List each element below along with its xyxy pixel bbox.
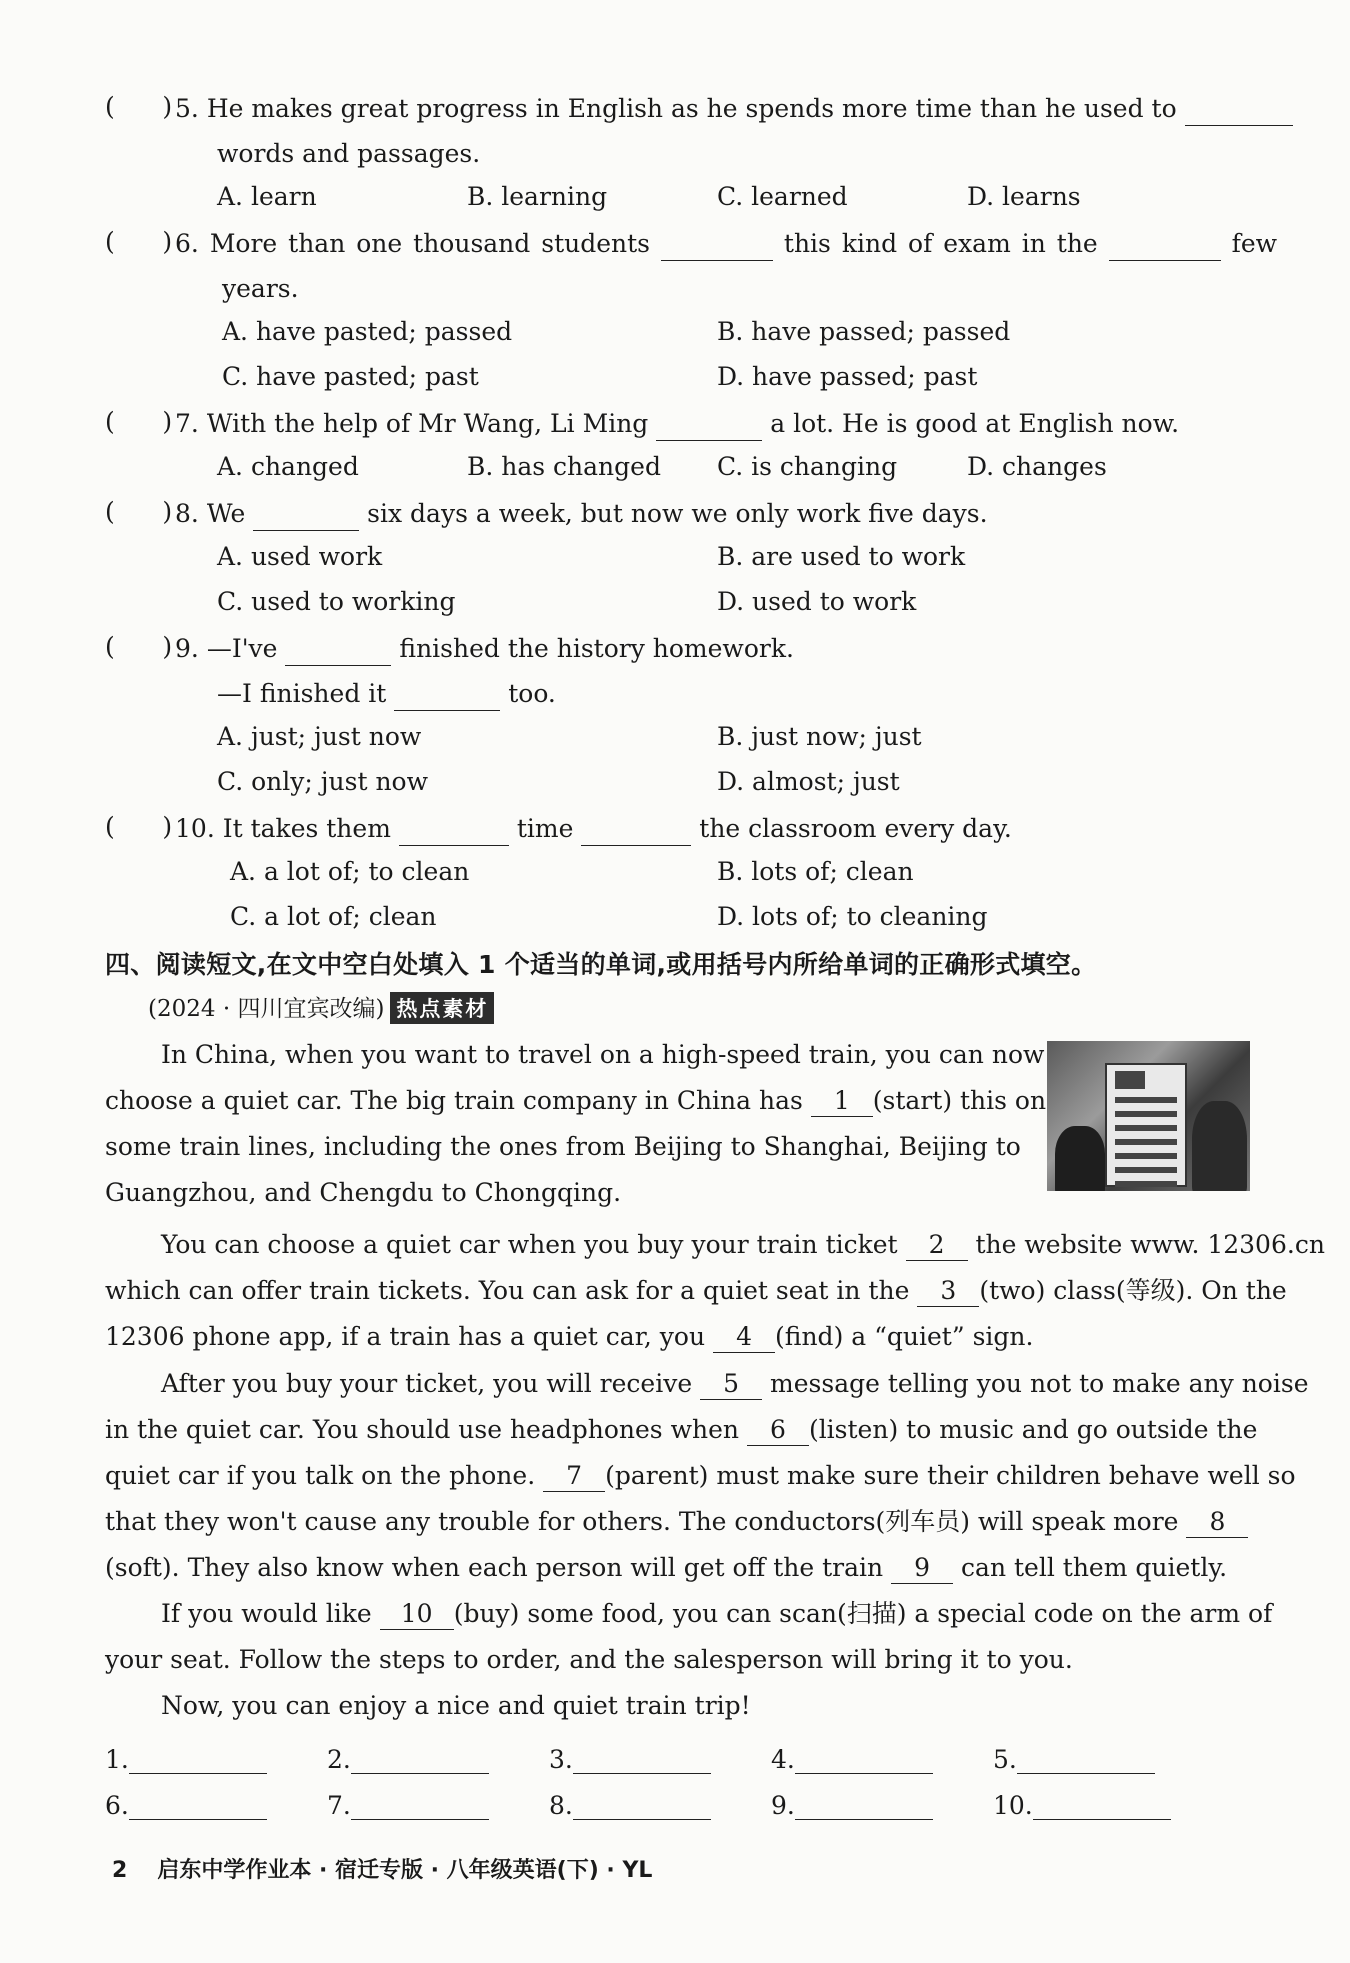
answer-line[interactable] [795, 1791, 933, 1820]
passage-line: In China, when you want to travel on a high-speed train, you can now [161, 1040, 1045, 1069]
answer-blank[interactable] [399, 819, 509, 846]
fill-blank-3[interactable]: 3 [917, 1276, 979, 1307]
passage-line: some train lines, including the ones from Beijing to Shanghai, Beijing to [105, 1132, 1021, 1161]
question-text: the classroom every day. [699, 814, 1012, 843]
passage-text: the website www. 12306.cn [975, 1230, 1325, 1259]
passage-line [105, 1268, 1287, 1314]
passage-text: can tell them quietly. [961, 1553, 1228, 1582]
question-number: 7 [175, 409, 191, 438]
passage-text: in the quiet car. You should use headphones when [105, 1415, 739, 1444]
question-number: 5 [175, 94, 191, 123]
option-b: B. lots of; clean [717, 857, 914, 886]
answer-row-1 [105, 1745, 1193, 1774]
fill-blank-4[interactable]: 4 [713, 1322, 775, 1353]
option-a: A. used work [217, 542, 383, 571]
question-text-cont: words and passages. [217, 139, 481, 168]
answer-blank[interactable] [1109, 234, 1221, 261]
answer-blank[interactable] [656, 414, 762, 441]
option-a: A. just; just now [217, 722, 422, 751]
option-d: D. lots of; to cleaning [717, 902, 988, 931]
answer-bracket[interactable]: ( ) [105, 92, 173, 121]
answer-blank[interactable] [581, 819, 691, 846]
source-line [148, 990, 494, 1024]
answer-label: 3. [549, 1745, 573, 1774]
question-9-reply [217, 677, 556, 711]
answer-line[interactable] [573, 1745, 711, 1774]
question-text: six days a week, but now we only work five days. [367, 499, 988, 528]
passage-text: After you buy your ticket, you will receive [161, 1369, 693, 1398]
option-b: B. just now; just [717, 722, 922, 751]
answer-label: 10. [993, 1791, 1033, 1820]
question-text: —I finished it [217, 679, 387, 708]
answer-blank[interactable] [253, 504, 359, 531]
passage-text: choose a quiet car. The big train company in China has [105, 1086, 803, 1115]
question-text: time [516, 814, 574, 843]
question-7: 7. With the help of Mr Wang, Li Ming a lot. He is good at English now. [175, 407, 1179, 441]
answer-line[interactable] [1033, 1791, 1171, 1820]
passage-text: (start) this on [872, 1086, 1047, 1115]
answer-label: 8. [549, 1791, 573, 1820]
question-text: It takes them [222, 814, 391, 843]
answer-label: 7. [327, 1791, 351, 1820]
quiet-car-photo [1047, 1041, 1250, 1191]
option-d: D. changes [967, 452, 1107, 481]
question-number: 10 [175, 814, 207, 843]
passage-paragraph-5: Now, you can enjoy a nice and quiet train trip! [161, 1691, 751, 1720]
question-number: 8 [175, 499, 191, 528]
question-text: few [1231, 229, 1278, 258]
answer-slot [993, 1791, 1193, 1820]
passage-text: quiet car if you talk on the phone. [105, 1461, 536, 1490]
question-text: More than one thousand students [209, 229, 650, 258]
option-a: A. have pasted; passed [222, 317, 513, 346]
answer-slot [327, 1745, 549, 1774]
answer-bracket[interactable]: ( ) [105, 632, 173, 661]
passage-text: (parent) must make sure their children behave well so [605, 1461, 1296, 1490]
option-c: C. a lot of; clean [230, 902, 437, 931]
fill-blank-9[interactable]: 9 [891, 1553, 953, 1584]
answer-slot [327, 1791, 549, 1820]
answer-line[interactable] [351, 1791, 489, 1820]
question-text: this kind of exam in the [783, 229, 1098, 258]
source-text: (2024 · 四川宜宾改编) [148, 996, 385, 1022]
answer-label: 6. [105, 1791, 129, 1820]
passage-text: (listen) to music and go outside the [808, 1415, 1258, 1444]
passage-text: (buy) some food, you can scan(扫描) a special code on the arm of [453, 1599, 1273, 1628]
option-d: D. have passed; past [717, 362, 978, 391]
option-c: C. learned [717, 182, 848, 211]
answer-bracket[interactable]: ( ) [105, 497, 173, 526]
fill-blank-7[interactable]: 7 [543, 1461, 605, 1492]
passage-line: your seat. Follow the steps to order, and the salesperson will bring it to you. [105, 1645, 1073, 1674]
fill-blank-8[interactable]: 8 [1186, 1507, 1248, 1538]
passage-line [105, 1314, 1255, 1360]
section-title: 四、阅读短文,在文中空白处填入 1 个适当的单词,或用括号内所给单词的正确形式填空。 [105, 950, 1097, 979]
question-text: finished the history homework. [399, 634, 794, 663]
answer-line[interactable] [351, 1745, 489, 1774]
option-c: C. have pasted; past [222, 362, 479, 391]
answer-label: 2. [327, 1745, 351, 1774]
answer-line[interactable] [1017, 1745, 1155, 1774]
answer-blank[interactable] [394, 684, 500, 711]
quiet-car-sign-image [1105, 1063, 1187, 1187]
question-5: 5. He makes great progress in English as he spends more time than he used to [175, 92, 1293, 126]
hot-topic-badge: 热点素材 [390, 992, 494, 1024]
book-title: 启东中学作业本 · 宿迁专版 · 八年级英语(下) · YL [157, 1858, 653, 1883]
passage-line [105, 1222, 1325, 1268]
question-number: 6 [175, 229, 191, 258]
passage-text: (soft). They also know when each person will get off the train [105, 1553, 884, 1582]
fill-blank-6[interactable]: 6 [747, 1415, 809, 1446]
passage-line [105, 1453, 1296, 1499]
passage-paragraph-4 [105, 1591, 1273, 1683]
passage-line [105, 1545, 1255, 1591]
option-a: A. learn [217, 182, 317, 211]
question-text-cont: years. [222, 274, 299, 303]
option-b: B. have passed; passed [717, 317, 1011, 346]
answer-bracket[interactable]: ( ) [105, 407, 173, 436]
question-number: 9 [175, 634, 191, 663]
option-c: C. used to working [217, 587, 456, 616]
option-a: A. a lot of; to clean [230, 857, 470, 886]
passage-paragraph-2 [105, 1222, 1325, 1360]
option-a: A. changed [217, 452, 359, 481]
question-text: He makes great progress in English as he spends more time than he used to [206, 94, 1177, 123]
answer-slot [771, 1745, 993, 1774]
option-c: C. is changing [717, 452, 898, 481]
question-text: With the help of Mr Wang, Li Ming [206, 409, 649, 438]
passage-text: If you would like [161, 1599, 372, 1628]
fill-blank-10[interactable]: 10 [380, 1599, 454, 1630]
fill-blank-2[interactable]: 2 [906, 1230, 968, 1261]
passage-line [105, 1407, 1258, 1453]
passage-line [105, 1361, 1309, 1407]
option-d: D. learns [967, 182, 1081, 211]
answer-label: 9. [771, 1791, 795, 1820]
answer-label: 5. [993, 1745, 1017, 1774]
passage-paragraph-1 [105, 1032, 1047, 1216]
answer-bracket[interactable]: ( ) [105, 812, 173, 841]
question-9: 9. —I've finished the history homework. [175, 632, 794, 666]
option-b: B. are used to work [717, 542, 966, 571]
answer-slot [771, 1791, 993, 1820]
answer-label: 1. [105, 1745, 129, 1774]
fill-blank-1[interactable]: 1 [811, 1086, 873, 1117]
answer-blank[interactable] [285, 639, 391, 666]
passage-paragraph-3 [105, 1361, 1309, 1591]
answer-line[interactable] [129, 1745, 267, 1774]
passage-text: which can offer train tickets. You can ask for a quiet seat in the [105, 1276, 910, 1305]
answer-slot [105, 1745, 327, 1774]
page-footer [112, 1853, 652, 1884]
passage-line [105, 1078, 1047, 1124]
passage-line: Guangzhou, and Chengdu to Chongqing. [105, 1178, 622, 1207]
question-10: 10. It takes them time the classroom every day. [175, 812, 1012, 846]
option-c: C. only; just now [217, 767, 428, 796]
answer-bracket[interactable]: ( ) [105, 227, 173, 256]
answer-line[interactable] [573, 1791, 711, 1820]
answer-label: 4. [771, 1745, 795, 1774]
answer-line[interactable] [795, 1745, 933, 1774]
passage-line [105, 1591, 1273, 1637]
answer-slot [549, 1745, 771, 1774]
passage-text: (find) a “quiet” sign. [775, 1322, 1034, 1351]
answer-blank[interactable] [1185, 99, 1293, 126]
option-b: B. has changed [467, 452, 661, 481]
option-b: B. learning [467, 182, 608, 211]
option-d: D. almost; just [717, 767, 900, 796]
answer-row-2 [105, 1791, 1193, 1820]
question-text: —I've [206, 634, 278, 663]
question-text: too. [508, 679, 556, 708]
answer-slot [549, 1791, 771, 1820]
question-text: We [206, 499, 246, 528]
page-number: 2 [112, 1858, 128, 1883]
passage-text: that they won't cause any trouble for others. The conductors(列车员) will speak more [105, 1507, 1179, 1536]
option-d: D. used to work [717, 587, 917, 616]
answer-slot [105, 1791, 327, 1820]
answer-slot [993, 1745, 1193, 1774]
question-8: 8. We six days a week, but now we only work five days. [175, 497, 988, 531]
passage-text: 12306 phone app, if a train has a quiet car, you [105, 1322, 706, 1351]
passage-text: message telling you not to make any noise [770, 1369, 1309, 1398]
question-6: 6. More than one thousand students this kind of exam in the few [175, 227, 1277, 261]
fill-blank-5[interactable]: 5 [700, 1369, 762, 1400]
passage-text: You can choose a quiet car when you buy your train ticket [161, 1230, 898, 1259]
answer-line[interactable] [129, 1791, 267, 1820]
answer-blank[interactable] [661, 234, 773, 261]
question-text: a lot. He is good at English now. [770, 409, 1180, 438]
passage-text: (two) class(等级). On the [979, 1276, 1287, 1305]
passage-line [105, 1499, 1255, 1545]
